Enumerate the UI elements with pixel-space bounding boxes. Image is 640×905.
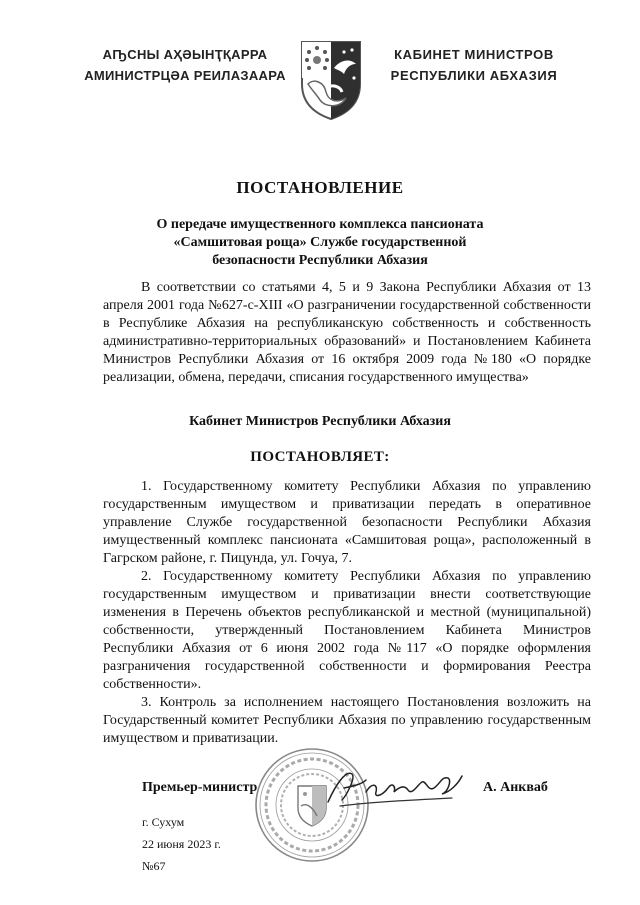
subject-line: «Самшитовая роща» Службе государственной — [173, 235, 467, 250]
subject-line: безопасности Республики Абхазия — [212, 253, 428, 268]
document-subject — [140, 216, 500, 270]
header-left-block — [74, 44, 296, 86]
issuer-heading: Кабинет Министров Республики Абхазия — [189, 414, 451, 429]
header-right-block — [374, 44, 574, 86]
resolution-item: 2. Государственному комитету Республики Абхазия по управлению государственным имуществом и приватизации внести соответствующие изменения в Перечень объектов республиканской и местной (муниципальной) собственности, утвержденный Постановлением Кабинета Министров Республики Абхазия от 6 июня 2002 года №117 «О порядке оформления разграничения государственной собственности и формирования Реестра собственности». — [103, 569, 591, 692]
header-right-line1: КАБИНЕТ МИНИСТРОВ — [394, 47, 554, 62]
handwritten-signature-icon — [322, 762, 467, 810]
resolution-item: 1. Государственному комитету Республики Абхазия по управлению государственным имуществом и приватизации передать в оперативное управление Службе государственной безопасности Республики Абхазия имущественный комплекс пансионата «Самшитовая роща», расположенный в Гагрском районе, г. Пицунда, ул. Гочуа, 7. — [103, 479, 591, 566]
subject-line: О передаче имущественного комплекса пансионата — [156, 217, 484, 232]
resolution-items — [103, 478, 591, 748]
abkhazia-coat-of-arms-icon — [296, 38, 366, 122]
signer-name: А. Анкваб — [483, 780, 548, 795]
document-number: №67 — [142, 859, 166, 873]
header-left-line1: АҦСНЫ АҲӘЫНҬҚАРРА — [102, 47, 268, 62]
preamble-text: В соответствии со статьями 4, 5 и 9 Закона Республики Абхазия от 13 апреля 2001 года №627-с-XIII «О разграничении государственной собственности в Республике Абхазия на республиканскую собственность и собственность административно-территориальных образований» и Постановлением Кабинета Министров Республики Абхазия от 16 октября 2009 года №180 «О порядке реализации, обмена, передачи, списания государственного имущества» — [103, 280, 591, 385]
header-right-line2: РЕСПУБЛИКИ АБХАЗИЯ — [390, 68, 558, 83]
document-city: г. Сухум — [142, 815, 185, 829]
header-left-line2: АМИНИСТРЦӘА РЕИЛАЗААРА — [84, 68, 286, 83]
resolves-heading: ПОСТАНОВЛЯЕТ: — [250, 449, 390, 465]
preamble-paragraph — [103, 279, 591, 387]
resolution-item: 3. Контроль за исполнением настоящего Постановления возложить на Государственный комитет Республики Абхазия по управлению государственным имуществом и приватизации. — [103, 695, 591, 746]
signer-position: Премьер-министр — [142, 780, 258, 795]
document-title: ПОСТАНОВЛЕНИЕ — [236, 178, 404, 197]
document-date: 22 июня 2023 г. — [142, 837, 221, 851]
